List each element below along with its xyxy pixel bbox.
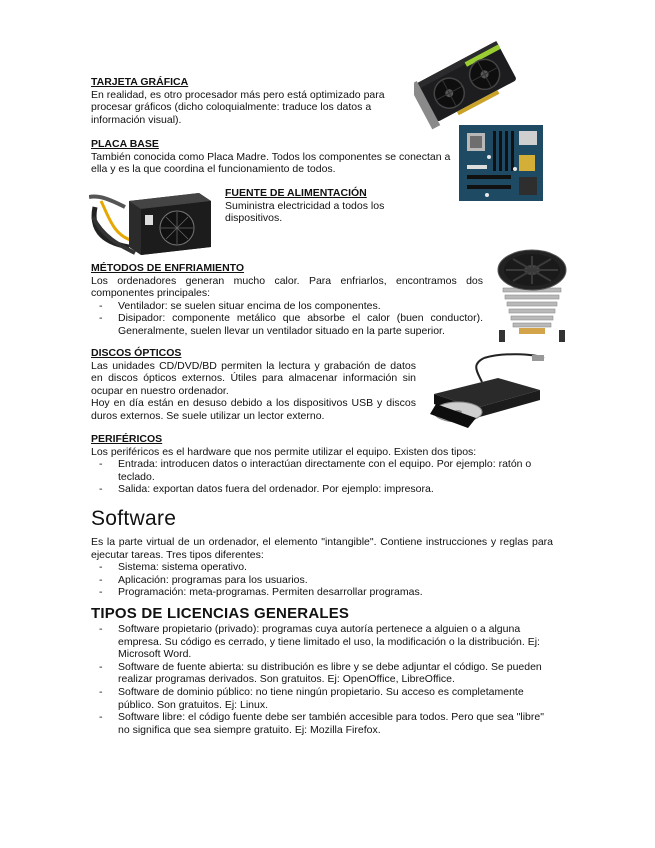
licenses-list (91, 623, 553, 736)
psu-heading: FUENTE DE ALIMENTACIÓN (225, 187, 367, 199)
gpu-heading: TARJETA GRÁFICA (91, 76, 189, 88)
list-item: - Software de fuente abierta: su distribución es libre y se debe adjuntar el código. Se pueden realizar programas derivados. Son gratuitos. Ej: OpenOffice, LibreOffice. (91, 661, 553, 686)
optical-text-2: Hoy en día están en desuso debido a los dispositivos USB y discos duros externos. Se suele utilizar un lector externo. (91, 397, 416, 422)
motherboard-text: También conocida como Placa Madre. Todos los componentes se conectan a ella y es la que coordina el funcionamiento de todos. (91, 150, 451, 176)
licenses-section (91, 605, 553, 736)
gpu-text: En realidad, es otro procesador más pero está optimizado para procesar gráficos (dicho coloquialmente: traduce los datos a información visual). (91, 88, 385, 126)
list-item: - Software de dominio público: no tiene ningún propietario. Su acceso es completamente público. Son gratuitos. Ej: Linux. (91, 686, 553, 711)
software-list (91, 561, 553, 599)
cooling-section (91, 262, 483, 338)
peripherals-heading: PERIFÉRICOS (91, 433, 163, 445)
peripherals-section (91, 433, 551, 496)
list-item: - Disipador: componente metálico que absorbe el calor (buen conductor). Generalmente, suelen llevar un ventilador situado en la parte superior. (91, 312, 483, 337)
list-item: - Software libre: el código fuente debe ser también accesible para todos. Pero que sea "libre" no significa que sea siempre gratuito. Ej: Mozilla Firefox. (91, 711, 553, 736)
software-section (91, 507, 553, 599)
peripherals-text: Los periféricos es el hardware que nos permite utilizar el equipo. Existen dos tipos: (91, 445, 477, 458)
cooling-list (91, 300, 483, 338)
optical-section (91, 347, 416, 423)
list-item: - Salida: exportan datos fuera del ordenador. Por ejemplo: impresora. (91, 483, 551, 496)
list-item: - Ventilador: se suelen situar encima de los componentes. (91, 300, 483, 313)
motherboard-image (459, 125, 543, 201)
psu-section (225, 187, 405, 225)
motherboard-section (91, 138, 455, 176)
psu-text: Suministra electricidad a todos los dispositivos. (225, 199, 385, 225)
list-item: - Entrada: introducen datos o interactúan directamente con el equipo. Por ejemplo: ratón o teclado. (91, 458, 551, 483)
gpu-section (91, 76, 401, 126)
graphics-card-image (414, 30, 518, 134)
power-supply-image (89, 187, 213, 259)
optical-heading: DISCOS ÓPTICOS (91, 347, 182, 359)
motherboard-heading: PLACA BASE (91, 138, 159, 150)
optical-drive-image (424, 352, 546, 432)
licenses-title: TIPOS DE LICENCIAS GENERALES (91, 605, 350, 622)
list-item: - Aplicación: programas para los usuarios. (91, 574, 553, 587)
cooling-text: Los ordenadores generan mucho calor. Para enfriarlos, encontramos dos componentes principales: (91, 274, 483, 300)
list-item: - Programación: meta-programas. Permiten desarrollar programas. (91, 586, 553, 599)
list-item: - Sistema: sistema operativo. (91, 561, 553, 574)
optical-text-1: Las unidades CD/DVD/BD permiten la lectura y grabación de datos en discos ópticos externos. Útiles para almacenar información sin ocupar en nuestro ordenador. (91, 359, 416, 397)
list-item: - Software propietario (privado): programas cuya autoría pertenece a alguien o a alguna empresa. Su código es cerrado, y tiene limitado el uso, la modificación o la distribución. Ej: Microsoft Word. (91, 623, 553, 661)
software-text: Es la parte virtual de un ordenador, el elemento "intangible". Contiene instrucciones y reglas para ejecutar tareas. Tres tipos diferentes: (91, 536, 553, 561)
software-title: Software (91, 507, 177, 530)
peripherals-list (91, 458, 551, 496)
cpu-cooler-image (497, 244, 567, 342)
cooling-heading: MÉTODOS DE ENFRIAMIENTO (91, 262, 245, 274)
